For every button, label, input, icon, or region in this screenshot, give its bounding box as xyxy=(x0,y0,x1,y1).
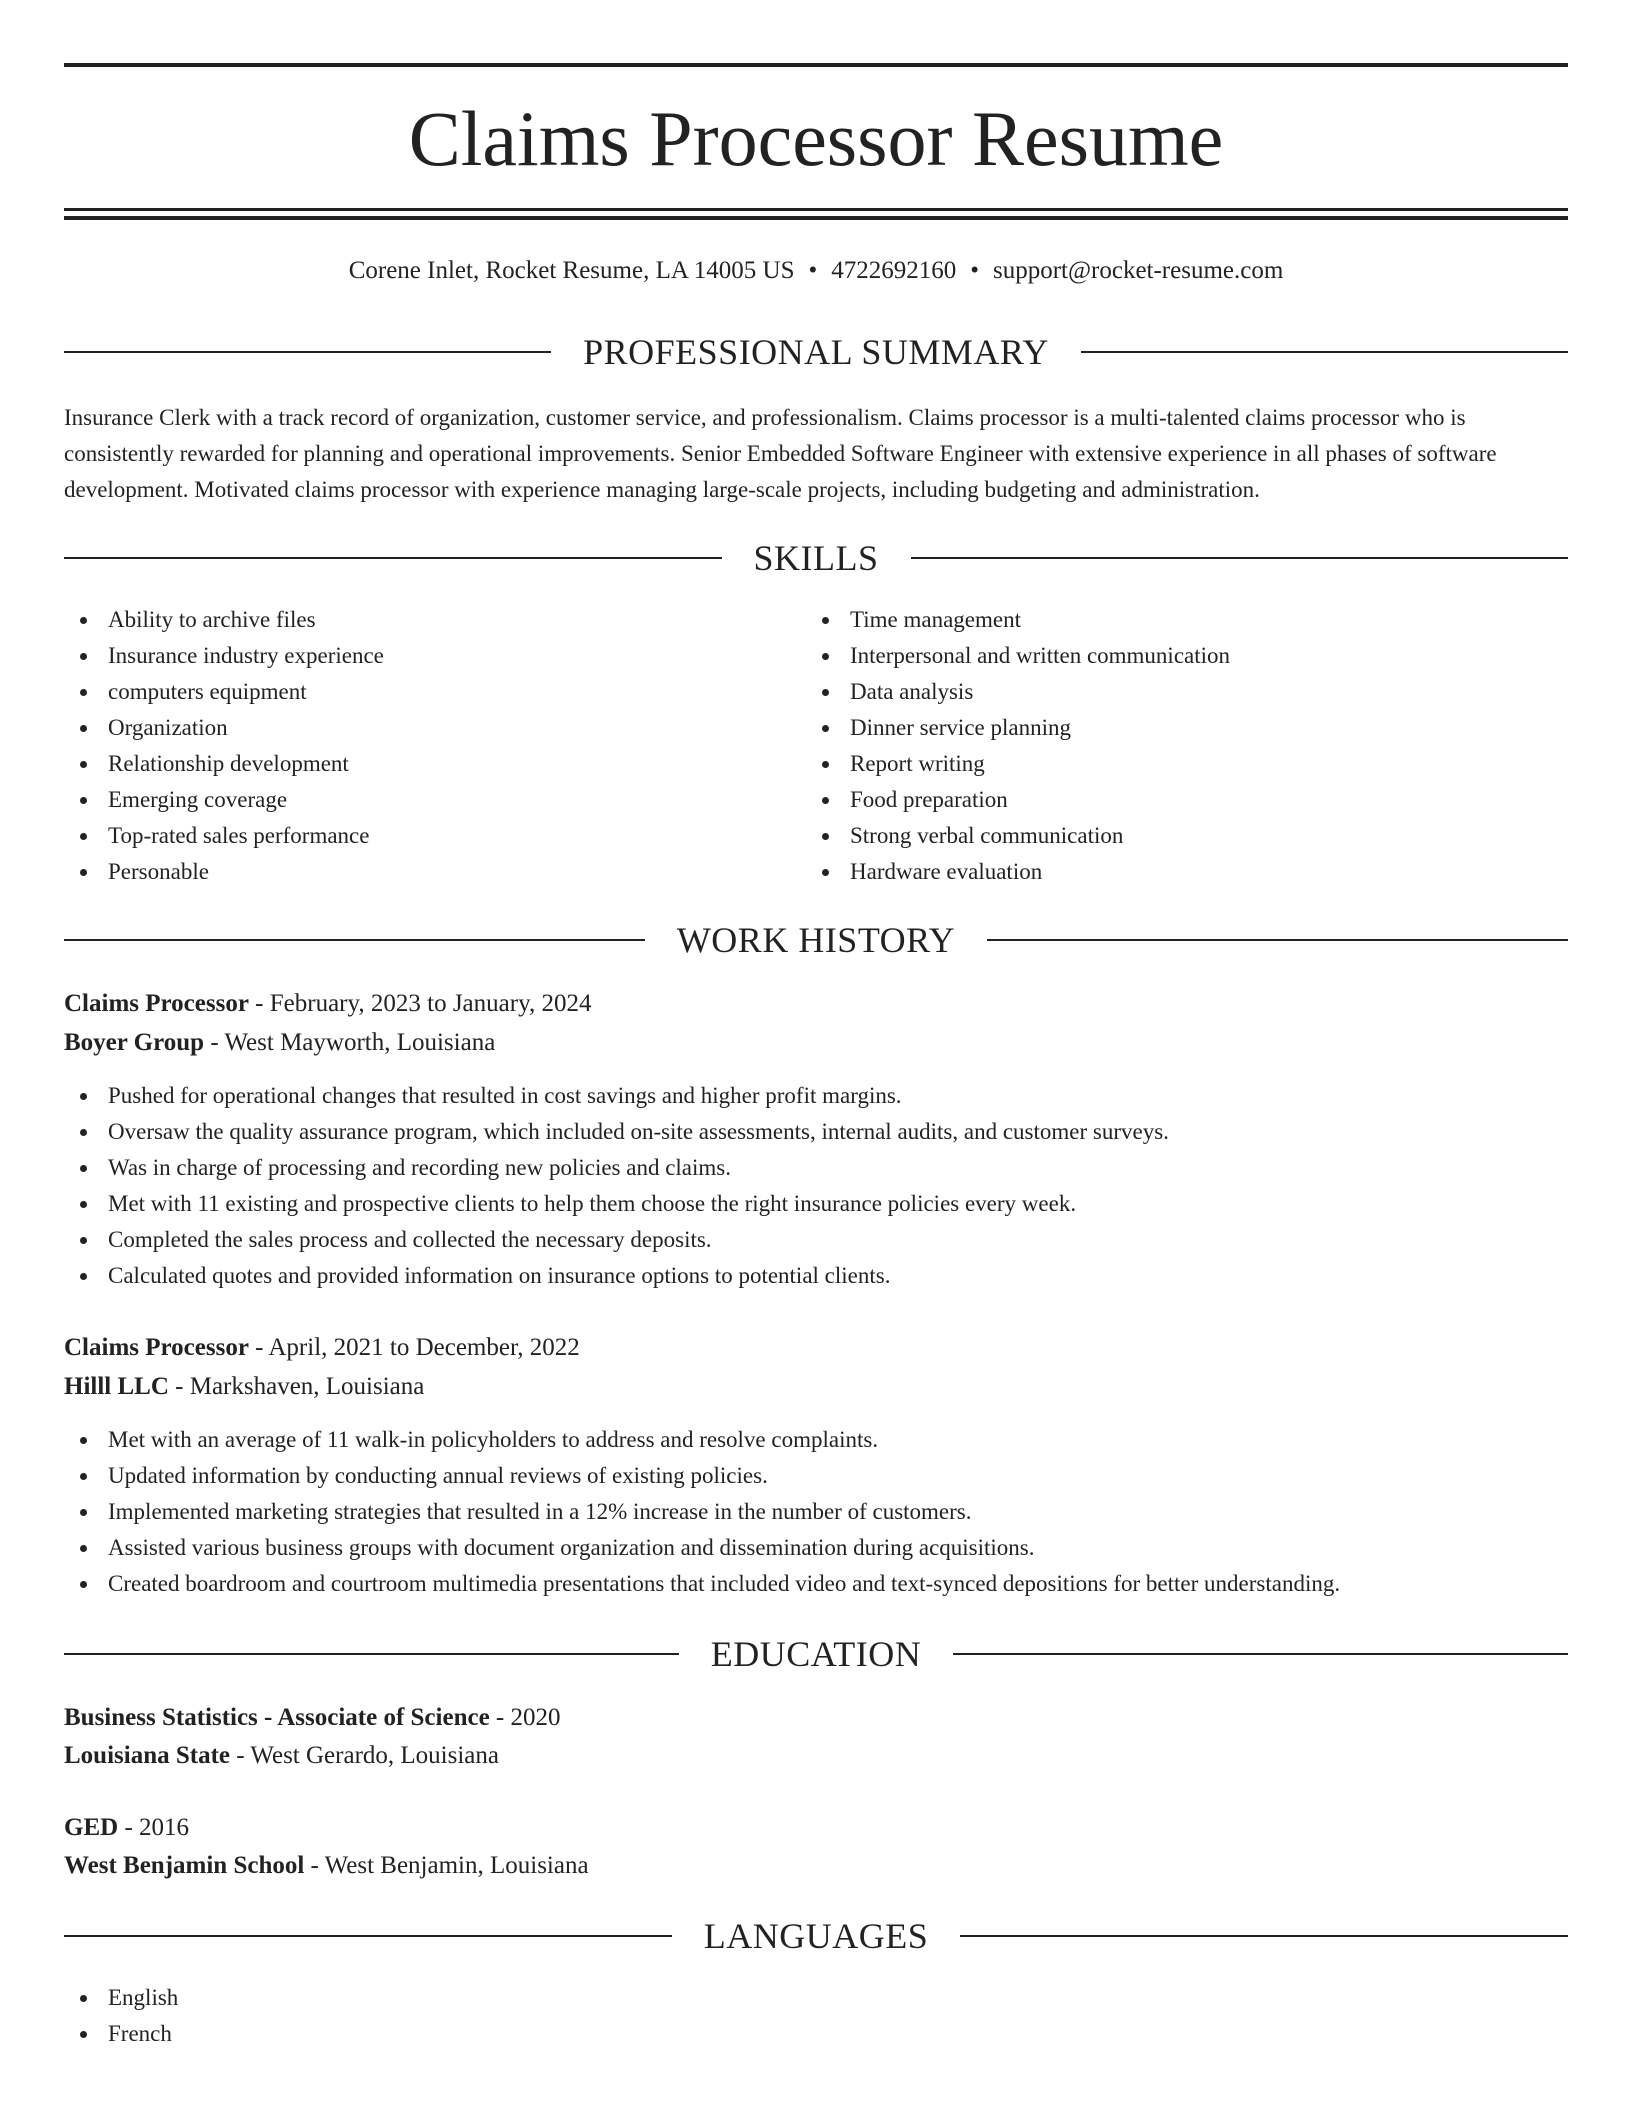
job-bullet: Was in charge of processing and recording new policies and claims. xyxy=(64,1150,1568,1186)
skills-list-left xyxy=(64,602,804,890)
job-bullets xyxy=(64,1078,1568,1294)
section-rule xyxy=(911,557,1569,559)
skill-item: Strong verbal communication xyxy=(806,818,1546,854)
section-title-skills: SKILLS xyxy=(753,538,879,578)
education-degree: Business Statistics - Associate of Science xyxy=(64,1704,490,1731)
skill-item: Top-rated sales performance xyxy=(64,818,804,854)
skill-item: Report writing xyxy=(806,746,1546,782)
skill-item: Time management xyxy=(806,602,1546,638)
contact-address: Corene Inlet, Rocket Resume, LA 14005 US xyxy=(348,257,795,284)
summary-text: Insurance Clerk with a track record of organization, customer service, and professionalism. Claims processor is a multi-talented claims processor who is consistently rewarded for planning and operational improvements. Senior Embedded Software Engineer with extensive experience in all phases of software development. Motivated claims processor with experience managing large-scale projects, including budgeting and administration. xyxy=(64,405,1497,502)
skill-item: computers equipment xyxy=(64,674,804,710)
education-school: West Benjamin School xyxy=(64,1852,305,1879)
section-rule xyxy=(960,1935,1568,1937)
section-header-skills xyxy=(64,536,1568,580)
job-bullet: Calculated quotes and provided information on insurance options to potential clients. xyxy=(64,1258,1568,1294)
section-title-education: EDUCATION xyxy=(710,1634,922,1674)
language-item: English xyxy=(64,1980,664,2016)
skill-item: Dinner service planning xyxy=(806,710,1546,746)
skills-list-right xyxy=(806,602,1546,890)
education-location: - West Gerardo, Louisiana xyxy=(230,1742,499,1769)
section-header-work xyxy=(64,918,1568,962)
title-rule-upper xyxy=(64,208,1568,211)
contact-phone: 4722692160 xyxy=(831,257,957,284)
job-bullet: Assisted various business groups with document organization and dissemination during acquisitions. xyxy=(64,1530,1568,1566)
section-header-summary xyxy=(64,330,1568,374)
education-location: - West Benjamin, Louisiana xyxy=(304,1852,589,1879)
contact-separator: • xyxy=(970,257,979,284)
section-rule xyxy=(64,557,722,559)
job-company: Boyer Group xyxy=(64,1029,205,1056)
job-title-line xyxy=(64,1330,1568,1366)
language-item: French xyxy=(64,2016,664,2052)
skill-item: Ability to archive files xyxy=(64,602,804,638)
education-degree: GED xyxy=(64,1814,119,1841)
job-bullet: Created boardroom and courtroom multimedia presentations that included video and text-synced depositions for better understanding. xyxy=(64,1566,1568,1602)
section-rule xyxy=(987,939,1568,941)
section-rule xyxy=(64,1935,672,1937)
title-rule-lower xyxy=(64,216,1568,220)
education-degree-line xyxy=(64,1700,1568,1736)
job-bullet: Updated information by conducting annual reviews of existing policies. xyxy=(64,1458,1568,1494)
job-bullet: Met with 11 existing and prospective clients to help them choose the right insurance policies every week. xyxy=(64,1186,1568,1222)
section-title-summary: PROFESSIONAL SUMMARY xyxy=(583,332,1049,372)
education-school: Louisiana State xyxy=(64,1742,231,1769)
skill-item: Emerging coverage xyxy=(64,782,804,818)
skill-item: Organization xyxy=(64,710,804,746)
skill-item: Hardware evaluation xyxy=(806,854,1546,890)
skill-item: Personable xyxy=(64,854,804,890)
job-dates: - April, 2021 to December, 2022 xyxy=(248,1334,580,1361)
skill-item: Data analysis xyxy=(806,674,1546,710)
education-year: - 2020 xyxy=(489,1704,561,1731)
job-bullets xyxy=(64,1422,1568,1602)
contact-email: support@rocket-resume.com xyxy=(993,257,1284,284)
skill-item: Relationship development xyxy=(64,746,804,782)
education-year: - 2016 xyxy=(118,1814,190,1841)
job-bullet: Oversaw the quality assurance program, which included on-site assessments, internal audits, and customer surveys. xyxy=(64,1114,1568,1150)
job-dates: - February, 2023 to January, 2024 xyxy=(248,990,592,1017)
skill-item: Food preparation xyxy=(806,782,1546,818)
section-header-education xyxy=(64,1632,1568,1676)
resume-title: Claims Processor Resume xyxy=(408,95,1224,182)
job-title: Claims Processor xyxy=(64,1334,249,1361)
section-rule xyxy=(64,351,551,353)
section-rule xyxy=(64,1653,679,1655)
section-rule xyxy=(64,939,645,941)
job-bullet: Completed the sales process and collected the necessary deposits. xyxy=(64,1222,1568,1258)
education-school-line xyxy=(64,1738,1568,1774)
languages-list xyxy=(64,1980,664,2052)
job-title-line xyxy=(64,986,1568,1022)
education-degree-line xyxy=(64,1810,1568,1846)
section-title-work: WORK HISTORY xyxy=(676,920,956,960)
section-title-languages: LANGUAGES xyxy=(703,1916,929,1956)
section-header-languages xyxy=(64,1914,1568,1958)
skill-item: Interpersonal and written communication xyxy=(806,638,1546,674)
job-location: - West Mayworth, Louisiana xyxy=(204,1029,496,1056)
top-rule xyxy=(64,63,1568,67)
section-rule xyxy=(1081,351,1568,353)
job-bullet: Met with an average of 11 walk-in policyholders to address and resolve complaints. xyxy=(64,1422,1568,1458)
job-bullet: Implemented marketing strategies that resulted in a 12% increase in the number of customers. xyxy=(64,1494,1568,1530)
job-company-line xyxy=(64,1025,1568,1061)
job-company: Hilll LLC xyxy=(64,1373,169,1400)
contact-line xyxy=(64,254,1568,288)
job-location: - Markshaven, Louisiana xyxy=(168,1373,425,1400)
job-company-line xyxy=(64,1369,1568,1405)
skill-item: Insurance industry experience xyxy=(64,638,804,674)
job-bullet: Pushed for operational changes that resulted in cost savings and higher profit margins. xyxy=(64,1078,1568,1114)
contact-separator: • xyxy=(808,257,818,284)
job-title: Claims Processor xyxy=(64,990,249,1017)
section-rule xyxy=(953,1653,1568,1655)
education-school-line xyxy=(64,1848,1568,1884)
